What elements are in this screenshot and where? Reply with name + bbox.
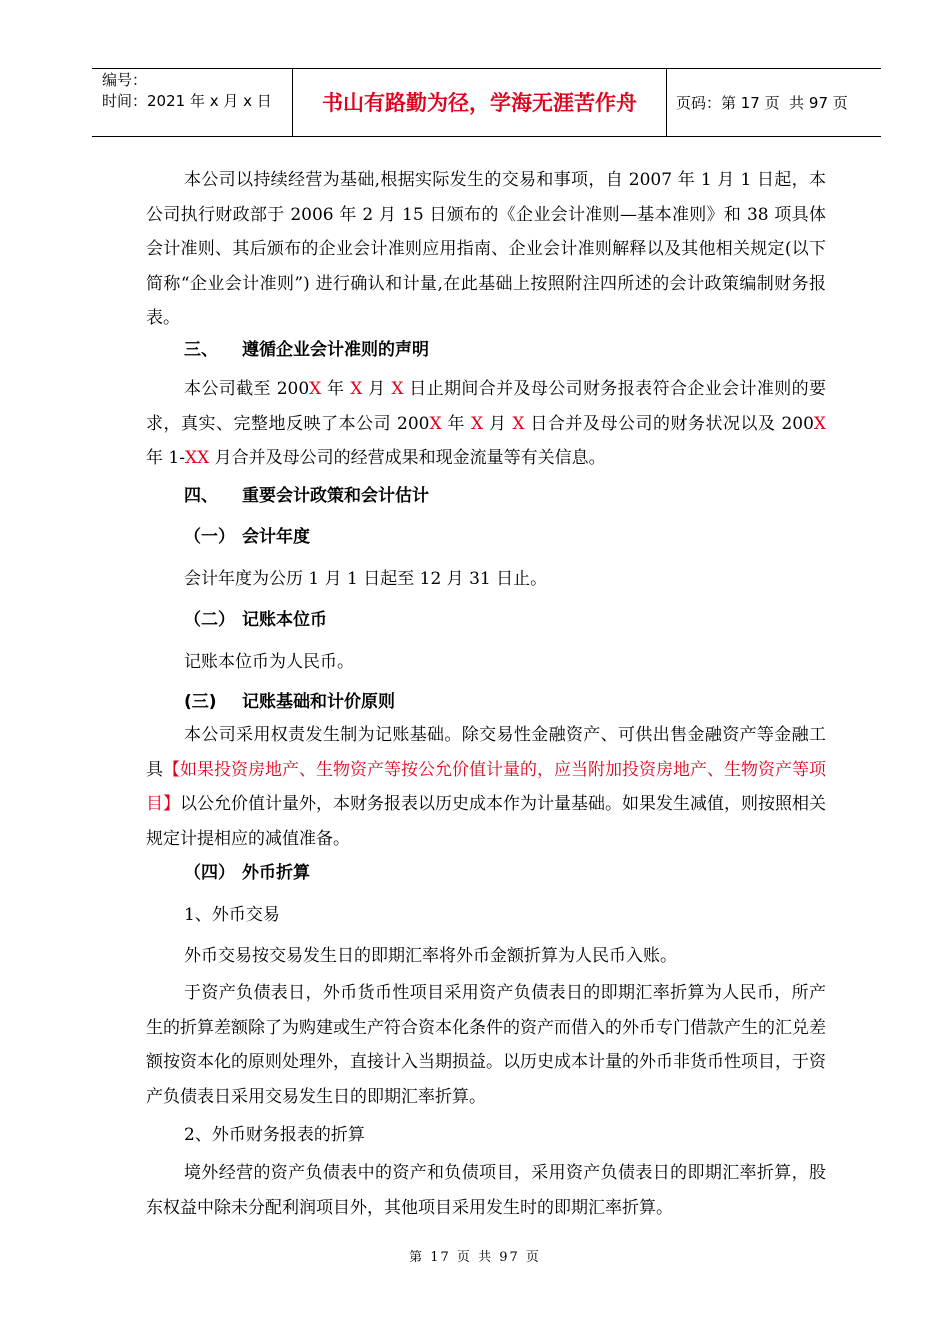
subsection-3-heading bbox=[184, 690, 395, 714]
placeholder-mark: XX bbox=[184, 448, 210, 468]
intro-paragraph: 本公司以持续经营为基础,根据实际发生的交易和事项，自 2007 年 1 月 1 日起，本公司执行财政部于 2006 年 2 月 15 日颁布的《企业会计准则—基本准则》和 38 项具体会计准则、其后颁布的企业会计准则应用指南、企业会计准则解释以及其他相关规定(以下简称“企业会计准则”) 进行确认和计量,在此基础上按照附注四所述的会计政策编制财务报表。 bbox=[146, 170, 826, 328]
header-meta bbox=[102, 70, 292, 112]
text-run: 日合并及母公司的财务状况以及 200 bbox=[524, 413, 814, 434]
placeholder-mark: X bbox=[512, 413, 525, 434]
fx-paragraph-2: 于资产负债表日，外币货币性项目采用资产负债表日的即期汇率折算为人民币，所产生的折算差额除了为购建或生产符合资本化条件的资产而借入的外币专门借款产生的汇兑差额按资本化的原则处理外，直接计入当期损益。以历史成本计量的外币非货币性项目，于资产负债表日采用交易发生日的即期汇率折算。 bbox=[146, 983, 826, 1107]
subsection-4-title: 外币折算 bbox=[242, 863, 310, 883]
section-3-title: 遵循企业会计准则的声明 bbox=[242, 340, 429, 360]
subsection-3-number: (三) bbox=[184, 692, 217, 712]
text-run: 年 1- bbox=[146, 448, 185, 468]
subsection-4-number: （四） bbox=[184, 863, 235, 883]
subsection-1-heading bbox=[184, 525, 310, 549]
header-divider-2 bbox=[666, 68, 667, 136]
text-run: 年 bbox=[441, 413, 471, 434]
placeholder-mark: X bbox=[350, 379, 363, 399]
text-run: 月合并及母公司的经营成果和现金流量等有关信息。 bbox=[209, 448, 606, 468]
currency-text: 记账本位币为人民币。 bbox=[184, 652, 354, 672]
section-4-title: 重要会计政策和会计估计 bbox=[242, 486, 429, 506]
header-motto: 书山有路勤为径，学海无涯苦作舟 bbox=[322, 91, 637, 115]
section-3-number: 三、 bbox=[184, 340, 218, 360]
placeholder-mark: X bbox=[309, 379, 322, 399]
text-run: 日止期间合并及母公司财务报表符合企业会计准则的要求，真实、完整地反映了本公司 200 bbox=[146, 379, 827, 434]
placeholder-mark: X bbox=[391, 379, 404, 399]
placeholder-mark: X bbox=[813, 413, 826, 434]
fx-item-2: 2、外币财务报表的折算 bbox=[184, 1125, 365, 1145]
text-run: 年 bbox=[321, 379, 351, 399]
text-run: 以公允价值计量外，本财务报表以历史成本作为计量基础。如果发生减值，则按照相关规定计提相应的减值准备。 bbox=[146, 794, 826, 849]
text-run: 月 bbox=[362, 379, 392, 399]
fx-text-1: 外币交易按交易发生日的即期汇率将外币金额折算为人民币入账。 bbox=[184, 946, 677, 966]
header-page-label: 页码：第 17 页 共 97 页 bbox=[676, 93, 848, 112]
fx-item-1: 1、外币交易 bbox=[184, 905, 280, 925]
text-run: 月 bbox=[483, 413, 513, 434]
subsection-1-title: 会计年度 bbox=[242, 527, 310, 547]
section-4-heading bbox=[184, 484, 429, 508]
text-run: 本公司截至 200 bbox=[184, 379, 310, 399]
section-4-number: 四、 bbox=[184, 486, 218, 506]
subsection-1-number: （一） bbox=[184, 527, 235, 547]
subsection-2-title: 记账本位币 bbox=[242, 610, 327, 630]
subsection-3-title: 记账基础和计价原则 bbox=[242, 692, 395, 712]
subsection-2-number: （二） bbox=[184, 610, 235, 630]
page-footer: 第 17 页 共 97 页 bbox=[409, 1250, 541, 1265]
basis-paragraph bbox=[146, 718, 826, 856]
subsection-2-heading bbox=[184, 608, 327, 632]
placeholder-mark: X bbox=[470, 413, 484, 434]
header-time: 时间：2021 年 x 月 x 日 bbox=[102, 92, 272, 110]
fx-paragraph-3: 境外经营的资产负债表中的资产和负债项目，采用资产负债表日的即期汇率折算，股东权益中除未分配利润项目外，其他项目采用发生时的即期汇率折算。 bbox=[146, 1163, 826, 1218]
header-bottom-rule bbox=[92, 136, 881, 137]
fiscal-year-text: 会计年度为公历 1 月 1 日起至 12 月 31 日止。 bbox=[184, 569, 548, 589]
header-page-info bbox=[676, 68, 876, 136]
compliance-paragraph bbox=[146, 372, 826, 476]
text-run: 本公司采用权责发生制为记账基础。除交易性金融资产、可供出售金融资产等金融工具 bbox=[146, 725, 826, 780]
editor-note: 【如果投资房地产、生物资产等按公允价值计量的，应当附加投资房地产、生物资产等项目】 bbox=[146, 759, 826, 814]
header-number: 编号： bbox=[102, 71, 148, 89]
placeholder-mark: X bbox=[429, 413, 442, 434]
section-3-heading bbox=[184, 338, 429, 362]
subsection-4-heading bbox=[184, 861, 310, 885]
